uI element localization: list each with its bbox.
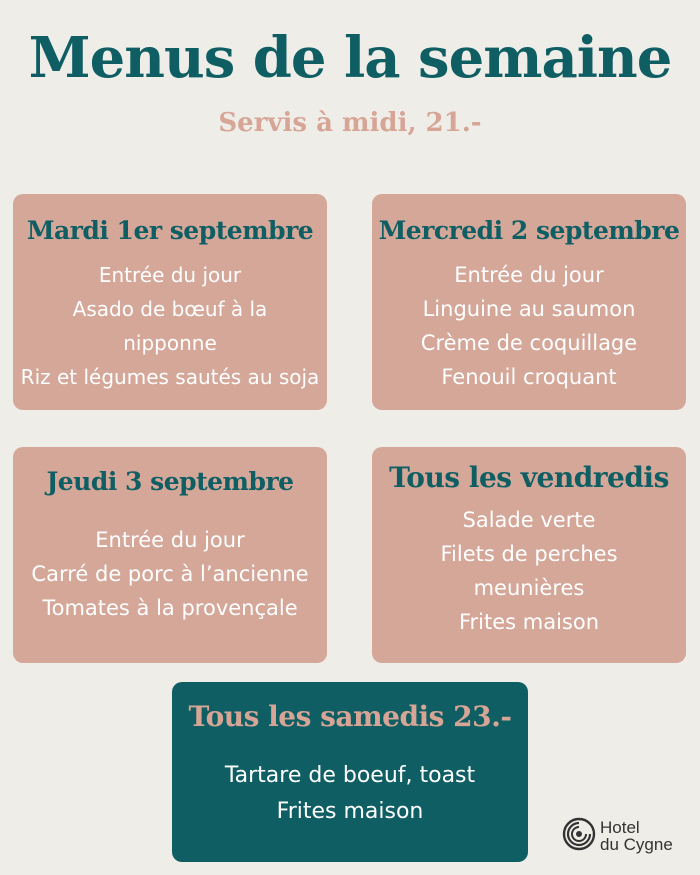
menu-item: Entrée du jour	[454, 263, 604, 287]
menu-items-list	[13, 523, 327, 625]
menu-item: Riz et légumes sautés au soja	[20, 365, 320, 389]
menu-item: Fenouil croquant	[441, 365, 617, 389]
menu-items-list	[13, 258, 327, 394]
logo-line-2: du Cygne	[600, 835, 673, 854]
menu-item: Tartare de boeuf, toast	[224, 762, 476, 788]
page-title: Menus de la semaine	[28, 25, 672, 91]
menu-item: Entrée du jour	[98, 263, 242, 287]
page-subtitle: Servis à midi, 21.-	[218, 108, 482, 138]
menu-item: Asado de bœuf à la	[72, 297, 268, 321]
logo-text	[600, 819, 673, 853]
menu-items-list	[372, 503, 686, 639]
menu-items-list	[172, 758, 528, 830]
menu-card-tuesday	[13, 194, 327, 410]
menu-card-heading: Tous les vendredis	[389, 461, 669, 494]
menu-item: Tomates à la provençale	[42, 596, 298, 620]
menu-item: Frites maison	[276, 798, 424, 824]
logo-line-1: Hotel	[600, 818, 640, 837]
menu-items-list	[372, 258, 686, 394]
menu-item: Crème de coquillage	[420, 331, 638, 355]
menu-item: nipponne	[123, 331, 217, 355]
menu-item: Salade verte	[462, 507, 596, 532]
menu-item: Frites maison	[458, 609, 600, 634]
menu-card-heading: Tous les samedis 23.-	[188, 700, 512, 733]
menu-card-heading: Mercredi 2 septembre	[378, 216, 680, 245]
hotel-logo	[562, 815, 692, 861]
menu-item: Filets de perches	[440, 541, 618, 566]
menu-card-saturdays	[172, 682, 528, 862]
menu-item: Carré de porc à l’ancienne	[31, 562, 309, 586]
menu-item: Entrée du jour	[95, 528, 245, 552]
menu-card-heading: Jeudi 3 septembre	[46, 467, 294, 496]
menu-card-wednesday	[372, 194, 686, 410]
menu-item: meunières	[473, 575, 585, 600]
menu-card-thursday	[13, 447, 327, 663]
menu-item: Linguine au saumon	[422, 297, 636, 321]
swirl-logo-icon	[562, 817, 596, 851]
menu-card-fridays	[372, 447, 686, 663]
menu-card-heading: Mardi 1er septembre	[26, 216, 314, 245]
